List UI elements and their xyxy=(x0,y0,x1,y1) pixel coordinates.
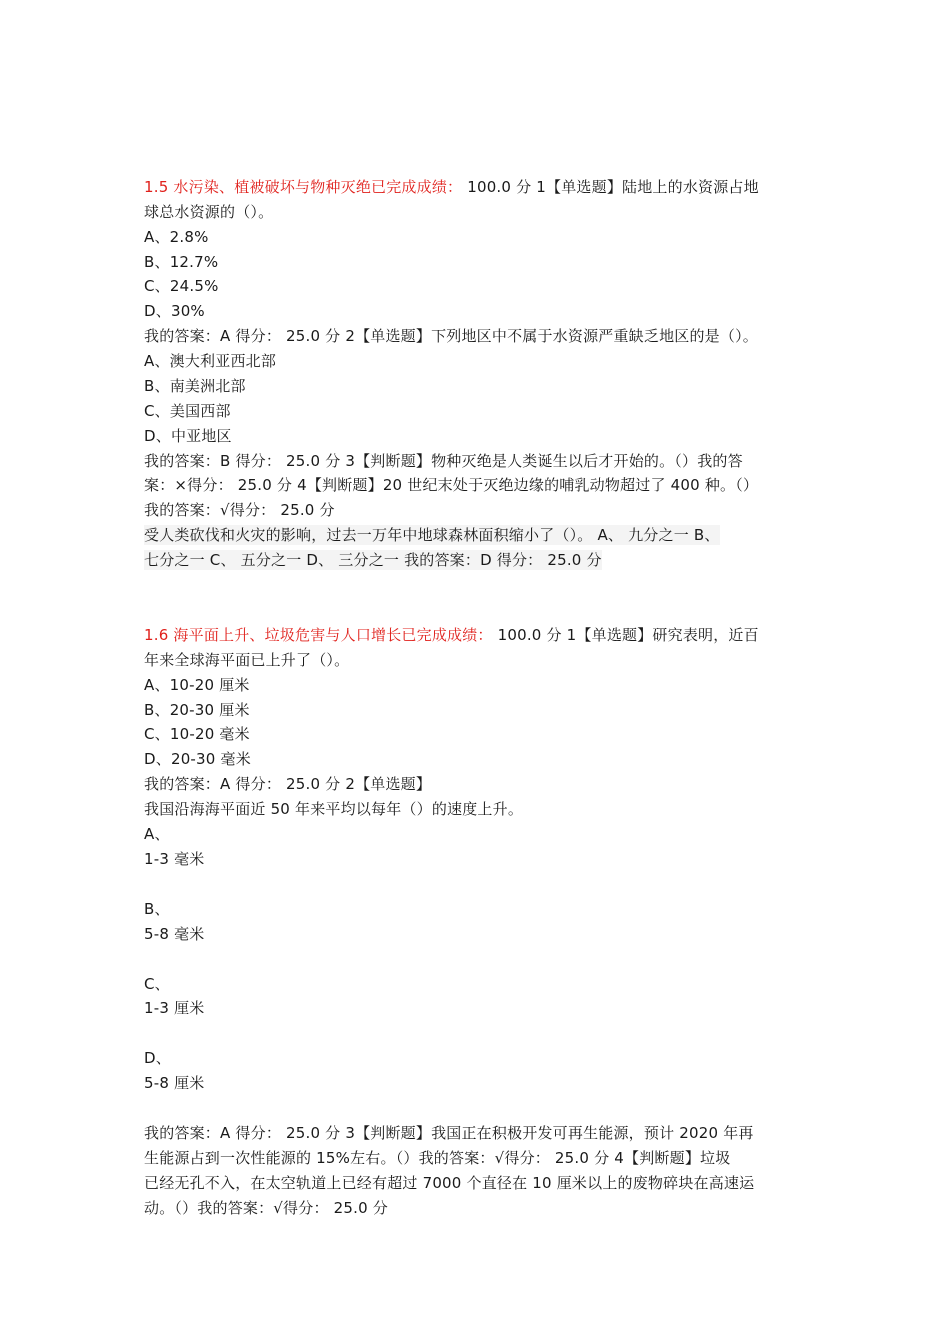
text-line: 100.0 分 1【单选题】陆地上的水资源占地 xyxy=(462,178,759,196)
answer-line: 动。（）我的答案：√得分： 25.0 分 xyxy=(144,1199,388,1217)
section-title: 1.6 海平面上升、垃圾危害与人口增长已完成成绩： xyxy=(144,626,493,644)
option-value: 1-3 厘米 xyxy=(144,999,205,1017)
option-value: 5-8 毫米 xyxy=(144,925,205,943)
option-line: C、美国西部 xyxy=(144,402,231,420)
option-value: 5-8 厘米 xyxy=(144,1074,205,1092)
option-line: B、南美洲北部 xyxy=(144,377,246,395)
answer-line: 我的答案：A 得分： 25.0 分 2【单选题】下列地区中不属于水资源严重缺乏地区的是（）。 xyxy=(144,327,758,345)
option-line: D、20-30 毫米 xyxy=(144,750,251,768)
option-label: B、 xyxy=(144,900,170,918)
answer-line: 案：×得分： 25.0 分 4【判断题】20 世纪末处于灭绝边缘的哺乳动物超过了 400 种。（） xyxy=(144,476,759,494)
option-line: A、澳大利亚西北部 xyxy=(144,352,277,370)
section-title: 1.5 水污染、植被破坏与物种灭绝已完成成绩： xyxy=(144,178,463,196)
answer-line: 我的答案：√得分： 25.0 分 xyxy=(144,501,335,519)
option-line: D、中亚地区 xyxy=(144,427,232,445)
option-label: A、 xyxy=(144,825,170,843)
answer-line: 我的答案：A 得分： 25.0 分 3【判断题】我国正在积极开发可再生能源，预计 2020 年再 xyxy=(144,1124,754,1142)
option-line: A、10-20 厘米 xyxy=(144,676,250,694)
option-line: B、12.7% xyxy=(144,253,219,271)
question-line: 七分之一 C、 五分之一 D、 三分之一 我的答案：D 得分： 25.0 分 xyxy=(144,551,602,569)
text-line: 年来全球海平面已上升了（）。 xyxy=(144,651,350,669)
option-line: C、10-20 毫米 xyxy=(144,725,250,743)
option-line: B、20-30 厘米 xyxy=(144,701,250,719)
section-1-6-heading-line xyxy=(144,625,759,645)
section-1-5-heading-line xyxy=(144,177,759,197)
question-line: 我国沿海海平面近 50 年来平均以每年（）的速度上升。 xyxy=(144,800,524,818)
option-line: A、2.8% xyxy=(144,228,209,246)
option-value: 1-3 毫米 xyxy=(144,850,205,868)
question-line: 受人类砍伐和火灾的影响，过去一万年中地球森林面积缩小了（）。 A、 九分之一 B、 xyxy=(144,526,720,544)
option-label: D、 xyxy=(144,1049,171,1067)
answer-line: 已经无孔不入，在太空轨道上已经有超过 7000 个直径在 10 厘米以上的废物碎块在高速运 xyxy=(144,1174,755,1192)
answer-line: 我的答案：B 得分： 25.0 分 3【判断题】物种灭绝是人类诞生以后才开始的。（）我的答 xyxy=(144,452,743,470)
option-line: C、24.5% xyxy=(144,277,219,295)
text-line: 球总水资源的（）。 xyxy=(144,203,274,221)
option-line: D、30% xyxy=(144,302,205,320)
option-label: C、 xyxy=(144,975,170,993)
text-line: 100.0 分 1【单选题】研究表明，近百 xyxy=(492,626,759,644)
answer-line: 生能源占到一次性能源的 15%左右。（）我的答案：√得分： 25.0 分 4【判断题】垃圾 xyxy=(144,1149,731,1167)
answer-line: 我的答案：A 得分： 25.0 分 2【单选题】 xyxy=(144,775,432,793)
